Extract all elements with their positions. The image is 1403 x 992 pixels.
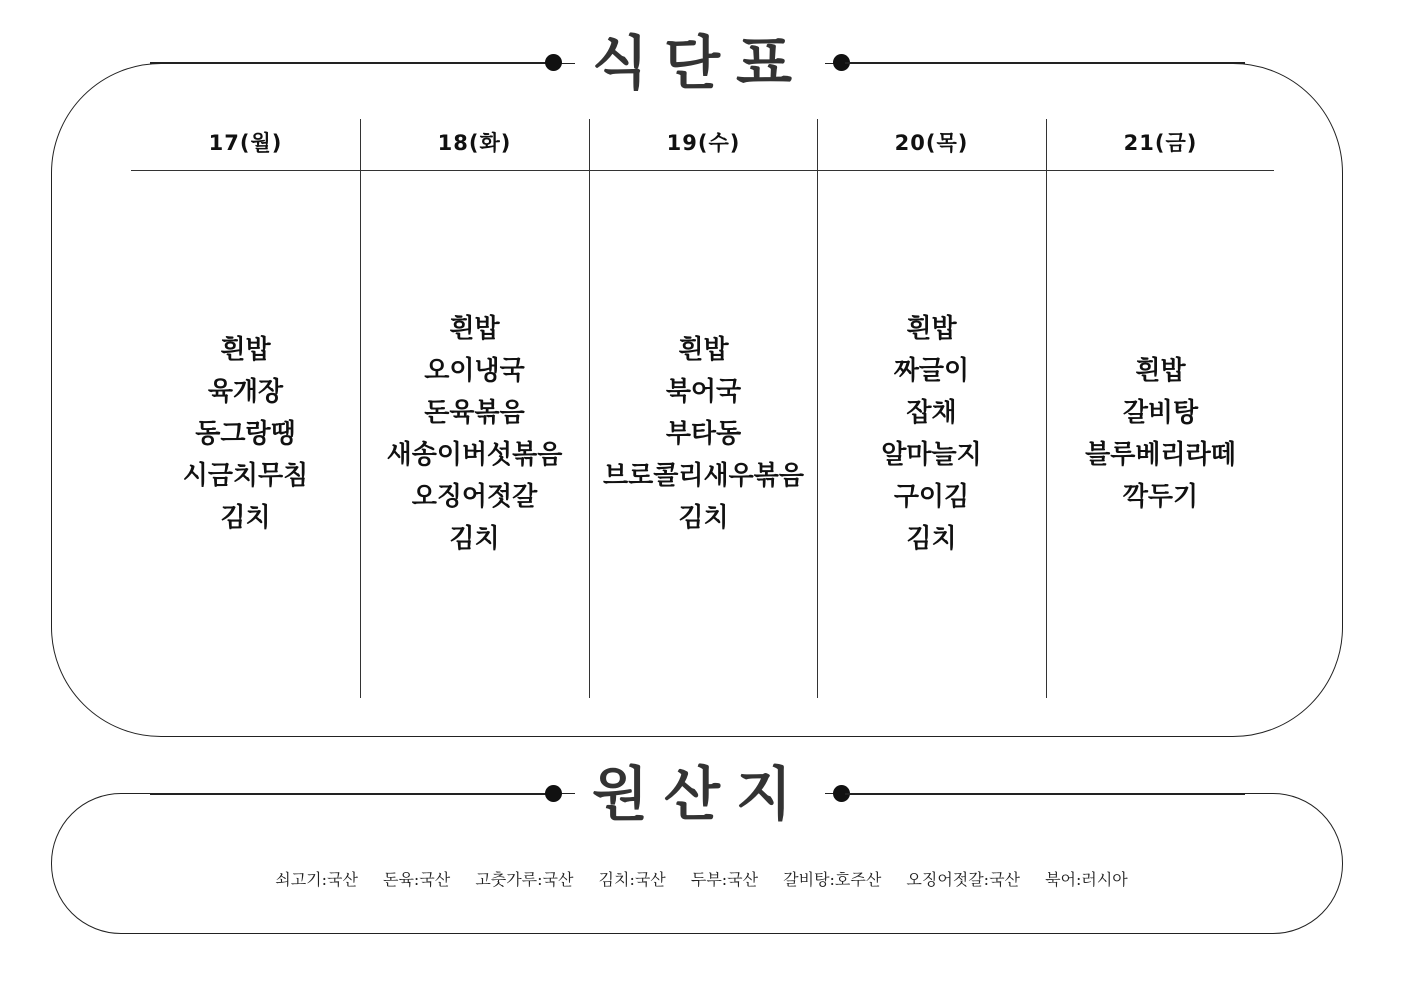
day-column-thu (817, 119, 1046, 698)
day-label: 19(수) (666, 131, 741, 155)
dish-item: 동그랑땡 (195, 419, 296, 449)
dish-list (131, 329, 360, 539)
dish-item: 알마늘지 (881, 440, 982, 470)
day-column-mon (131, 119, 360, 698)
origin-item: 고춧가루:국산 (475, 870, 574, 889)
day-label: 21(금) (1123, 131, 1198, 155)
title-line-left (150, 793, 550, 795)
dish-list (589, 329, 818, 539)
dish-item: 짜글이 (893, 356, 970, 386)
dish-item: 브로콜리새우볶음 (603, 461, 804, 491)
dish-item: 블루베리라떼 (1085, 440, 1236, 470)
day-label: 18(화) (437, 131, 512, 155)
dish-item: 흰밥 (1135, 356, 1186, 386)
origin-title-bar (0, 759, 1403, 829)
dish-item: 흰밥 (678, 335, 729, 365)
dish-item: 돈육볶음 (424, 398, 525, 428)
dish-item: 시금치무침 (182, 461, 309, 491)
dish-list (360, 308, 589, 560)
origin-item: 김치:국산 (598, 870, 666, 889)
title-line-right (845, 793, 1245, 795)
day-column-tue (360, 119, 589, 698)
dish-item: 갈비탕 (1122, 398, 1199, 428)
origin-item: 두부:국산 (690, 870, 759, 889)
menu-title: 식단표 (575, 28, 825, 98)
day-column-fri (1046, 119, 1275, 698)
origin-item: 돈육:국산 (383, 870, 451, 889)
dish-item: 오징어젓갈 (411, 482, 538, 512)
day-column-wed (589, 119, 818, 698)
title-dot-left (545, 785, 562, 802)
origin-list (0, 867, 1403, 890)
origin-item: 갈비탕:호주산 (783, 870, 882, 889)
dish-item: 흰밥 (906, 314, 957, 344)
dish-item: 부타동 (665, 419, 742, 449)
dish-item: 구이김 (893, 482, 970, 512)
origin-title: 원산지 (575, 759, 825, 829)
origin-item: 쇠고기:국산 (275, 870, 358, 889)
dish-list (817, 308, 1046, 560)
title-line-right (845, 62, 1245, 64)
dish-item: 오이냉국 (424, 356, 525, 386)
dish-list (1046, 350, 1275, 518)
day-label: 20(목) (894, 131, 969, 155)
title-dot-left (545, 54, 562, 71)
dish-item: 김치 (220, 503, 271, 533)
dish-item: 흰밥 (449, 314, 500, 344)
origin-item: 북어:러시아 (1045, 870, 1128, 889)
dish-item: 잡채 (906, 398, 957, 428)
dish-item: 육개장 (207, 377, 284, 407)
menu-title-bar (0, 28, 1403, 98)
dish-item: 깍두기 (1122, 482, 1199, 512)
dish-item: 김치 (906, 524, 957, 554)
title-line-left (150, 62, 550, 64)
dish-item: 새송이버섯볶음 (386, 440, 563, 470)
day-label: 17(월) (208, 131, 283, 155)
dish-item: 북어국 (665, 377, 742, 407)
dish-item: 김치 (449, 524, 500, 554)
dish-item: 흰밥 (220, 335, 271, 365)
origin-item: 오징어젓갈:국산 (906, 870, 1020, 889)
dish-item: 김치 (678, 503, 729, 533)
